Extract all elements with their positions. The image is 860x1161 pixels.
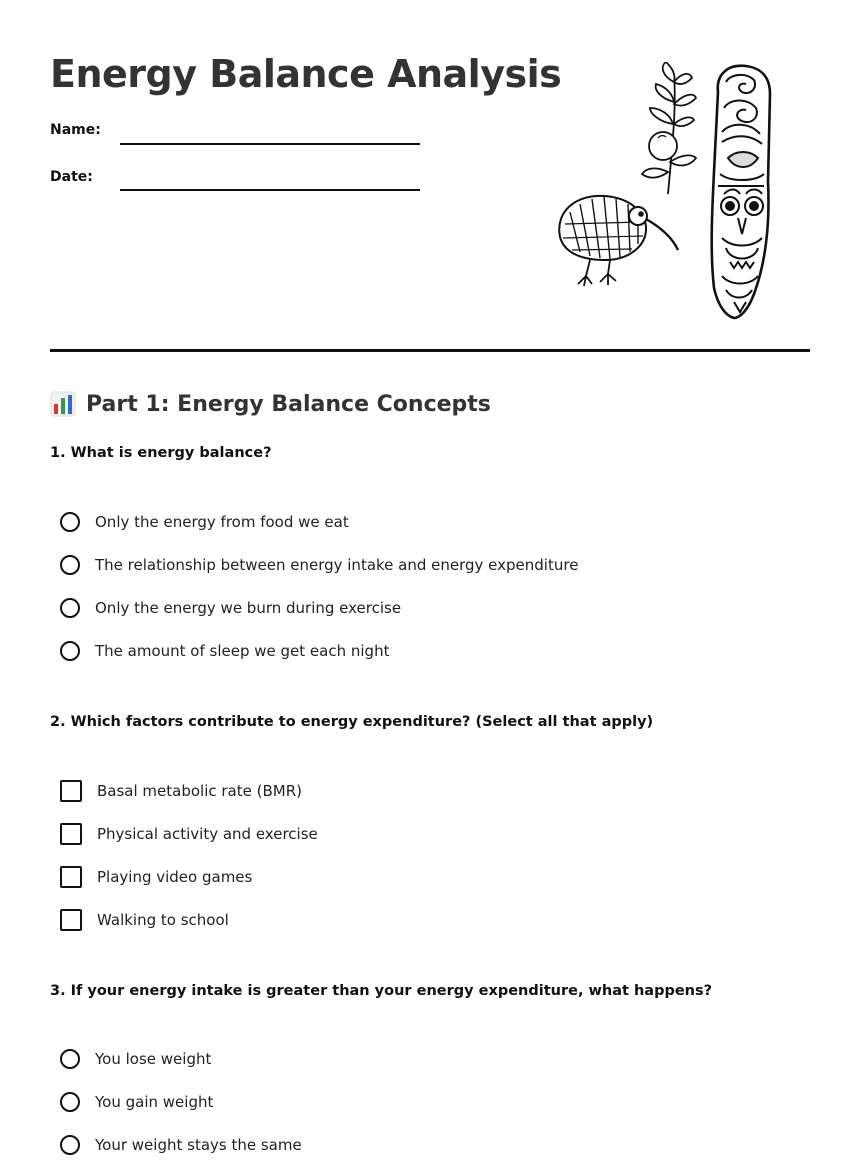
radio-button[interactable] [60,512,80,532]
kiwi-bird-icon [559,196,678,286]
radio-button[interactable] [60,1049,80,1069]
q3-option-3[interactable] [60,1132,302,1158]
q1-option-3[interactable] [60,595,401,621]
header-illustration [550,62,790,322]
option-label: Physical activity and exercise [97,825,318,843]
option-label: You lose weight [95,1050,212,1068]
q2-option-1[interactable] [60,778,302,804]
name-field[interactable] [120,143,420,145]
q3-option-2[interactable] [60,1089,213,1115]
bar-chart-icon [50,391,76,417]
option-label: Playing video games [97,868,253,886]
q3-option-1[interactable] [60,1046,211,1072]
checkbox[interactable] [60,823,82,845]
option-label: Basal metabolic rate (BMR) [97,782,302,800]
kowhai-plant-icon [642,62,696,194]
question-3: 3. If your energy intake is greater than your energy expenditure, what happens? [50,983,713,999]
q2-option-2[interactable] [60,821,318,847]
radio-button[interactable] [60,641,80,661]
q1-option-1[interactable] [60,509,349,535]
option-label: Only the energy from food we eat [95,513,349,531]
option-label: Only the energy we burn during exercise [95,599,402,617]
checkbox[interactable] [60,909,82,931]
option-label: Walking to school [97,911,229,929]
name-label: Name: [50,122,101,138]
option-label: The amount of sleep we get each night [95,642,390,660]
date-field[interactable] [120,189,420,191]
q2-option-4[interactable] [60,907,229,933]
q1-option-2[interactable] [60,552,578,578]
date-label: Date: [50,169,93,185]
question-2: 2. Which factors contribute to energy expenditure? (Select all that apply) [50,714,654,730]
radio-button[interactable] [60,1092,80,1112]
radio-button[interactable] [60,1135,80,1155]
page-title: Energy Balance Analysis [50,52,562,96]
radio-button[interactable] [60,598,80,618]
part1-title: Part 1: Energy Balance Concepts [86,391,491,417]
checkbox[interactable] [60,866,82,888]
radio-button[interactable] [60,555,80,575]
option-label: The relationship between energy intake and energy expenditure [95,556,579,574]
q2-option-3[interactable] [60,864,252,890]
checkbox[interactable] [60,780,82,802]
question-1: 1. What is energy balance? [50,445,272,461]
maori-carving-icon [712,66,770,318]
option-label: Your weight stays the same [95,1136,302,1154]
option-label: You gain weight [95,1093,214,1111]
q1-option-4[interactable] [60,638,389,664]
section-divider [50,349,810,352]
part1-heading [50,388,491,420]
worksheet-page [50,0,810,1161]
